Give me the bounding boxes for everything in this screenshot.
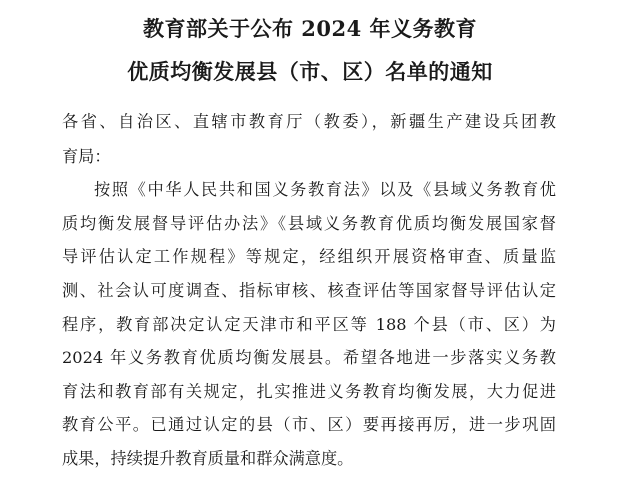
body-line-2: 质均衡发展督导评估办法》《县域义务教育优质均衡发展国家督 <box>62 214 556 233</box>
salutation-line-2: 育局： <box>62 147 111 166</box>
body-line-9: 成果，持续提升教育质量和群众满意度。 <box>62 449 354 468</box>
title-line-2: 优质均衡发展县（市、区）名单的通知 <box>127 59 493 84</box>
body-line-5: 程序，教育部决定认定天津市和平区等 188 个县（市、区）为 <box>62 315 556 334</box>
body-line-8: 教育公平。已通过认定的县（市、区）要再接再厉，进一步巩固 <box>62 415 556 434</box>
body-line-7: 育法和教育部有关规定，扎实推进义务教育均衡发展，大力促进 <box>62 382 556 401</box>
body-line-3: 导评估认定工作规程》等规定，经组织开展资格审查、质量监 <box>62 247 556 266</box>
salutation-line-1: 各省、自治区、直辖市教育厅（教委），新疆生产建设兵团教 <box>62 112 556 131</box>
title-line-1: 教育部关于公布 2024 年义务教育 <box>142 16 478 41</box>
body-line-1: 按照《中华人民共和国义务教育法》以及《县域义务教育优 <box>94 180 556 199</box>
body-line-4: 测、社会认可度调查、指标审核、核查评估等国家督导评估认定 <box>62 281 556 300</box>
body-line-6: 2024 年义务教育优质均衡发展县。希望各地进一步落实义务教 <box>62 348 556 367</box>
